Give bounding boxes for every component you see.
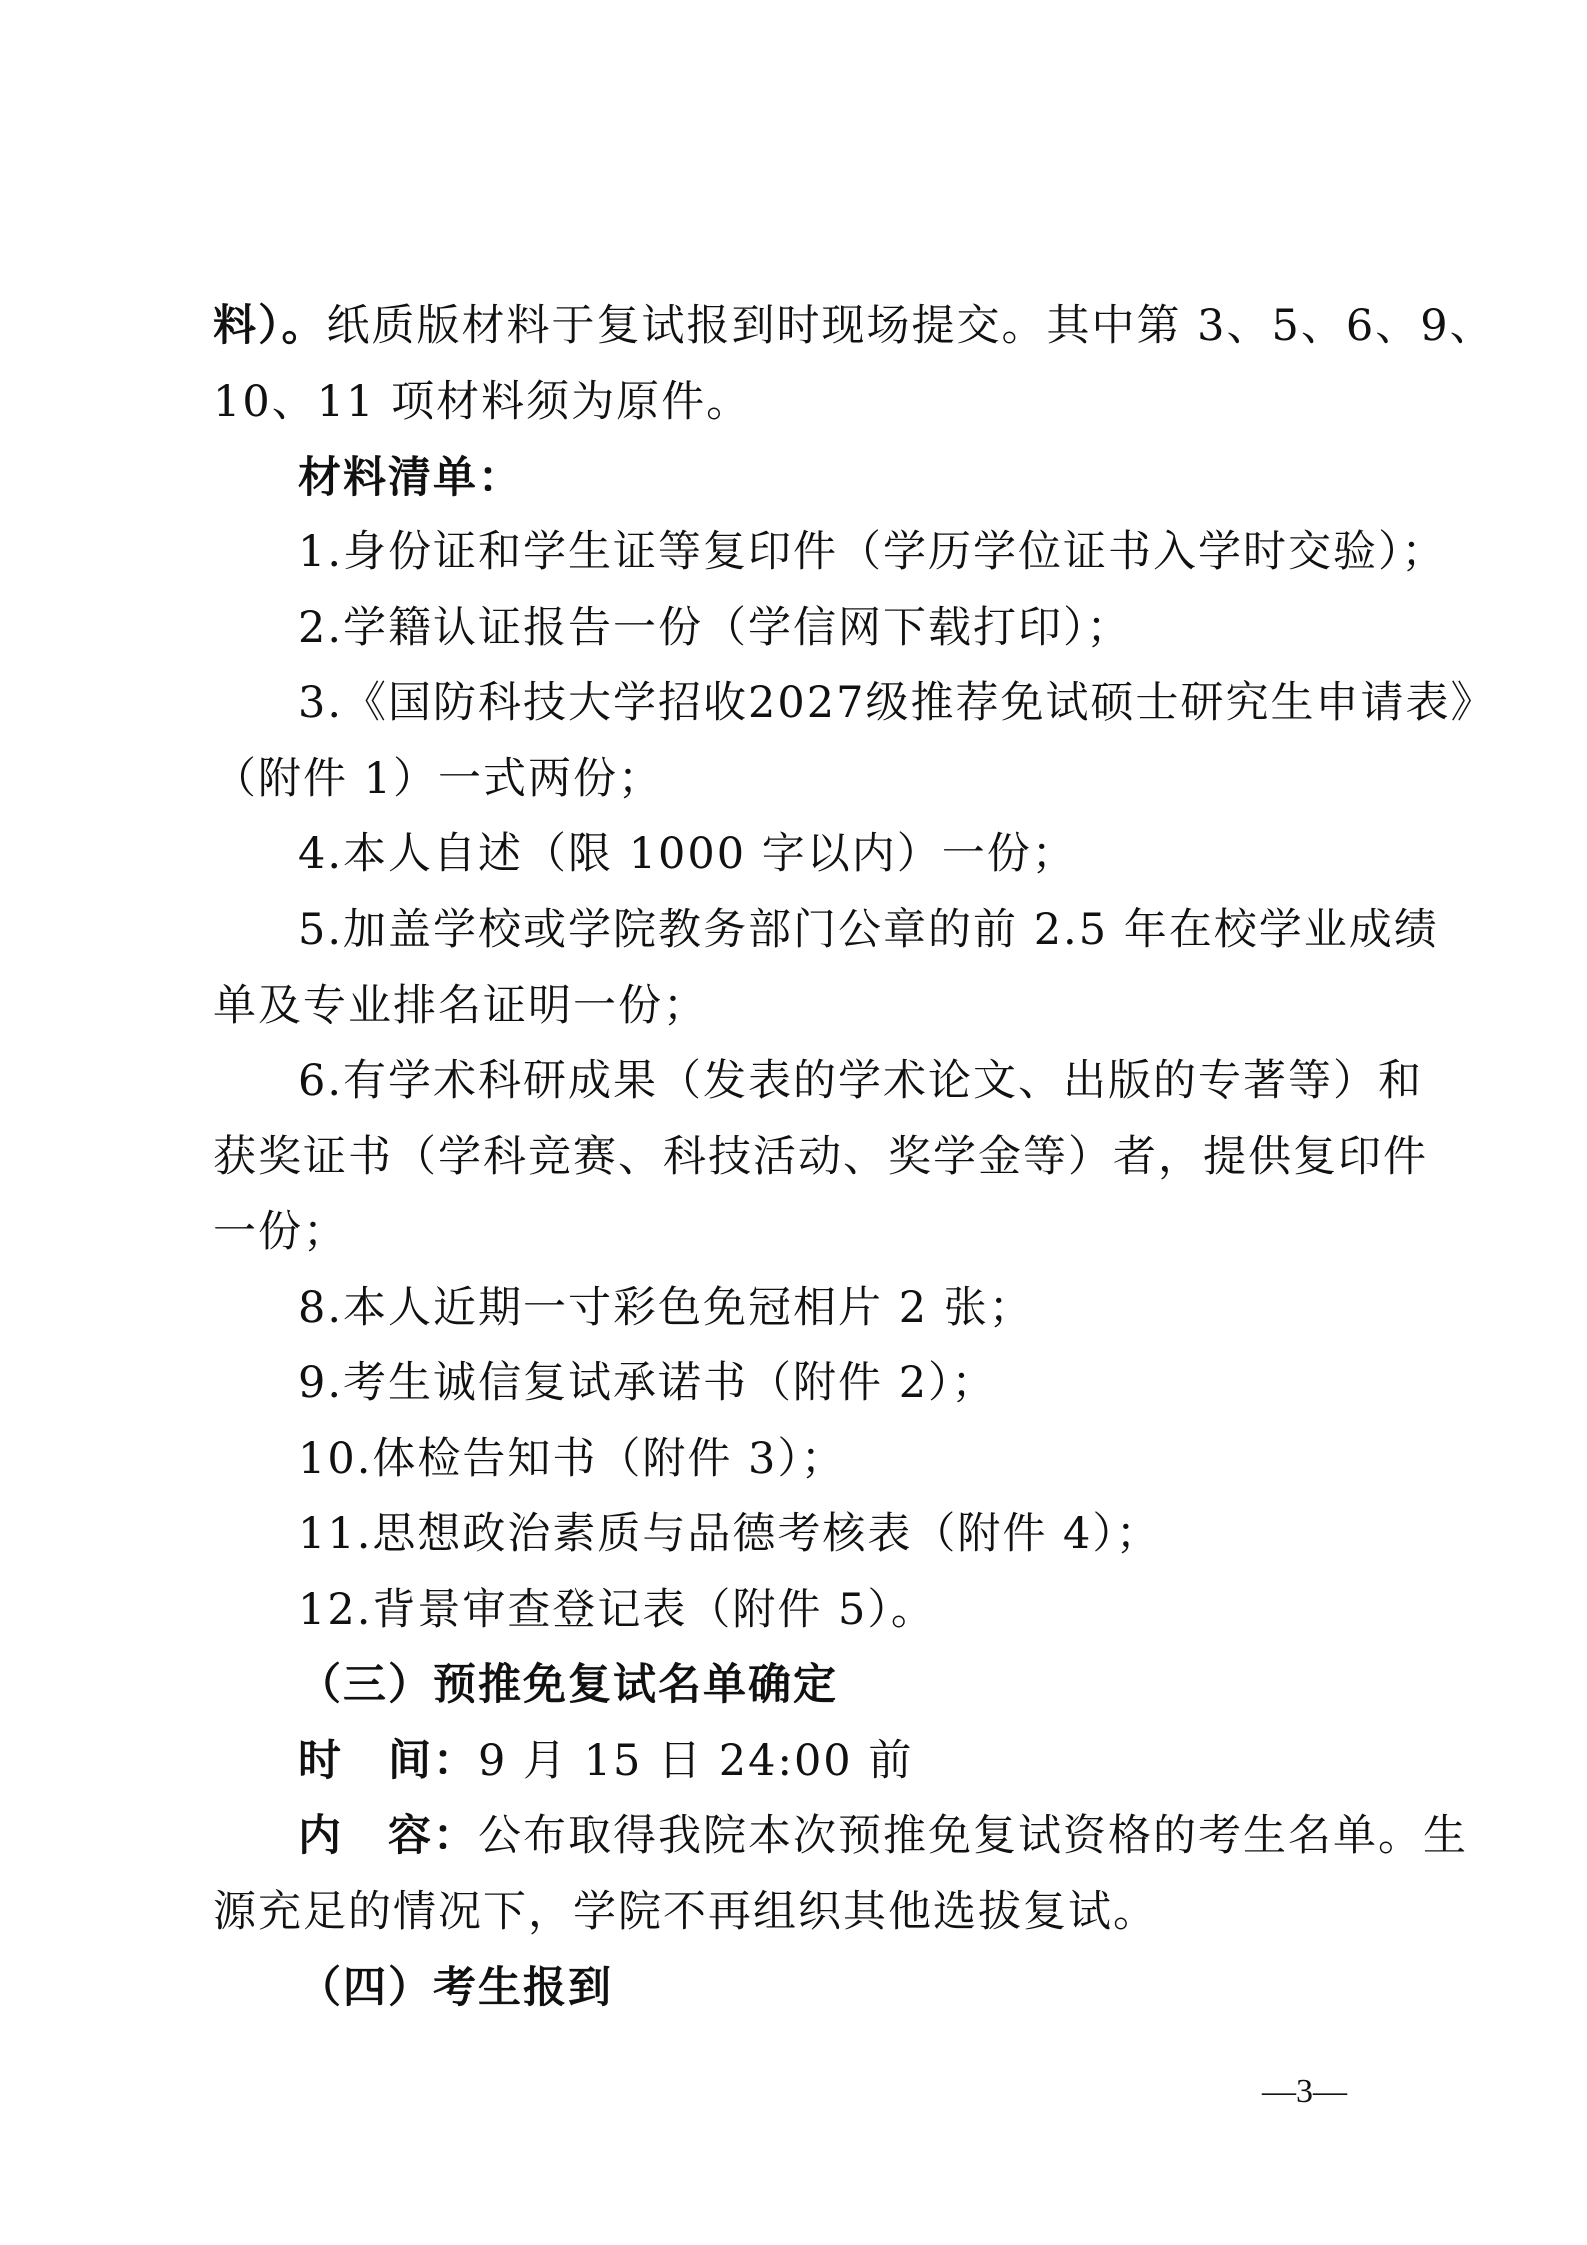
material-item-2: 2.学籍认证报告一份（学信网下载打印）； xyxy=(298,603,1132,653)
material-item-4: 4.本人自述（限 1000 字以内）一份； xyxy=(298,829,1077,879)
materials-heading: 材料清单： xyxy=(298,453,523,503)
section-3-time xyxy=(298,1731,913,1791)
material-item-10: 10.体检告知书（附件 3）； xyxy=(298,1434,846,1484)
material-item-1: 1.身份证和学生证等复印件（学历学位证书入学时交验）； xyxy=(298,527,1447,577)
intro-lead-bold: 料）。 xyxy=(213,301,327,351)
section-3-content xyxy=(298,1806,1468,1866)
page-number: —3— xyxy=(1262,2073,1347,2110)
intro-line-2: 10、11 项材料须为原件。 xyxy=(213,377,752,427)
material-item-5: 5.加盖学校或学院教务部门公章的前 2.5 年在校学业成绩 xyxy=(298,905,1439,955)
time-value: 9 月 15 日 24:00 前 xyxy=(478,1736,914,1786)
material-item-6-cont-1: 获奖证书（学科竞赛、科技活动、奖学金等）者，提供复印件 xyxy=(213,1132,1428,1182)
material-item-12: 12.背景审查登记表（附件 5）。 xyxy=(298,1585,936,1635)
material-item-3: 3.《国防科技大学招收2027级推荐免试硕士研究生申请表》 xyxy=(298,678,1496,728)
intro-line-1 xyxy=(213,296,1495,356)
section-3-content-cont: 源充足的情况下，学院不再组织其他选拔复试。 xyxy=(213,1887,1158,1937)
section-4-title: （四）考生报到 xyxy=(298,1963,613,2013)
material-item-8: 8.本人近期一寸彩色免冠相片 2 张； xyxy=(298,1283,1034,1333)
material-item-6: 6.有学术科研成果（发表的学术论文、出版的专著等）和 xyxy=(298,1056,1424,1106)
material-item-3-cont: （附件 1）一式两份； xyxy=(213,754,664,804)
material-item-9: 9.考生诚信复试承诺书（附件 2）； xyxy=(298,1358,997,1408)
material-item-6-cont-2: 一份； xyxy=(213,1207,348,1257)
content-line-1: 公布取得我院本次预推免复试资格的考生名单。生 xyxy=(478,1811,1468,1861)
section-3-title: （三）预推免复试名单确定 xyxy=(298,1660,838,1710)
time-label: 时 间： xyxy=(298,1736,478,1786)
material-item-5-cont: 单及专业排名证明一份； xyxy=(213,981,708,1031)
intro-line-1-text: 纸质版材料于复试报到时现场提交。其中第 3、5、6、9、 xyxy=(326,301,1495,351)
content-label: 内 容： xyxy=(298,1811,478,1861)
material-item-11: 11.思想政治素质与品德考核表（附件 4）； xyxy=(298,1509,1161,1559)
